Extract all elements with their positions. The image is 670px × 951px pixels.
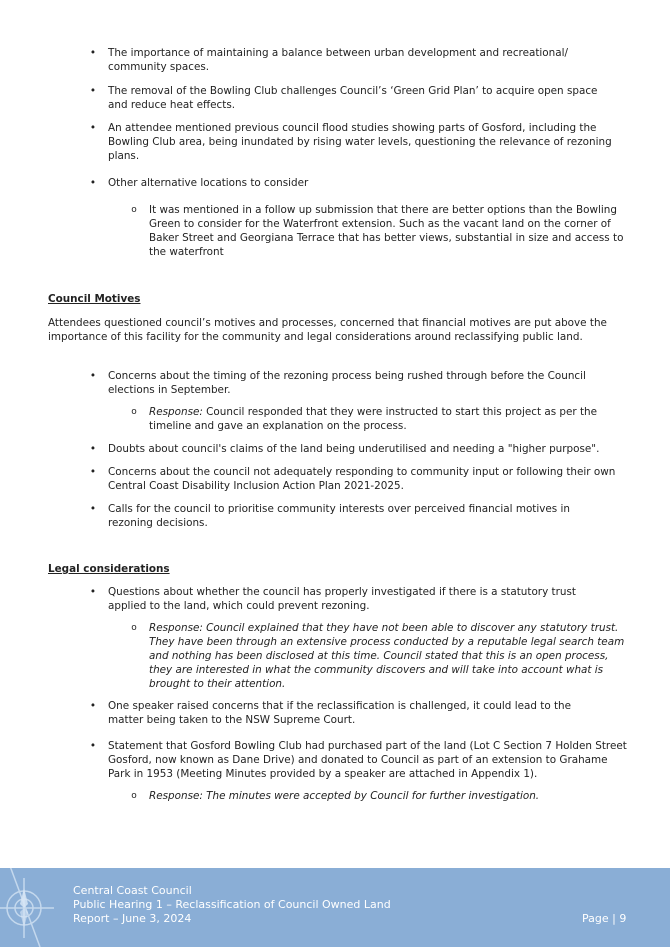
bullet-marker: • bbox=[89, 122, 97, 134]
bullet-item bbox=[89, 739, 628, 781]
bullet-item bbox=[89, 84, 608, 112]
bullet-item bbox=[89, 585, 608, 613]
response-text: Response: The minutes were accepted by Council for further investigation. bbox=[149, 790, 540, 802]
sub-bullet-marker: o bbox=[131, 791, 137, 801]
bullet-text: Doubts about council's claims of the land being underutilised and needing a "higher purpose". bbox=[108, 443, 600, 455]
bullet-item bbox=[89, 46, 628, 74]
sub-bullet-item bbox=[131, 405, 629, 433]
sub-bullet-marker: o bbox=[131, 623, 137, 633]
bullet-marker: • bbox=[89, 740, 97, 752]
bullet-text: Statement that Gosford Bowling Club had purchased part of the land (Lot C Section 7 Holden Street Gosford, now known as Dane Drive) and donated to Council as part of an extension to Grahame Park in 1953 (Meeting Minutes provided by a speaker are attached in Appendix 1). bbox=[108, 740, 627, 780]
bullet-marker: • bbox=[89, 370, 97, 382]
bullet-item bbox=[89, 121, 628, 163]
bullet-marker: • bbox=[89, 700, 97, 712]
bullet-text: The importance of maintaining a balance between urban development and recreational/ community spaces. bbox=[108, 47, 568, 73]
bullet-marker: • bbox=[89, 466, 97, 478]
bullet-text: Questions about whether the council has properly investigated if there is a statutory trust applied to the land, which could prevent rezoning. bbox=[108, 586, 576, 612]
bullet-text: The removal of the Bowling Club challenges Council’s ‘Green Grid Plan’ to acquire open space and reduce heat effects. bbox=[108, 85, 598, 111]
page-number: Page | 9 bbox=[582, 912, 627, 925]
sub-bullet-text: It was mentioned in a follow up submission that there are better options than the Bowling Green to consider for the Waterfront extension. Such as the vacant land on the corner of Baker Street and Georgiana Terrace that has better views, substantial in size and access to the waterfront bbox=[149, 204, 624, 258]
sub-bullet-marker: o bbox=[131, 407, 137, 417]
sub-bullet-item bbox=[131, 621, 629, 691]
bullet-item bbox=[89, 699, 608, 727]
bullet-text: Concerns about the timing of the rezoning process being rushed through before the Council elections in September. bbox=[108, 370, 586, 396]
response-text: Response: Council explained that they have not been able to discover any statutory trust. They have been through an extensive process conducted by a reputable legal search team and nothing has been disclosed at this time. Council stated that this is an open process, they are interested in what the community discovers and will take into account what is brought to their attention. bbox=[149, 622, 625, 690]
section-heading-legal-considerations: Legal considerations bbox=[48, 563, 170, 575]
sub-bullet-marker: o bbox=[131, 205, 137, 215]
bullet-item bbox=[89, 442, 638, 456]
bullet-item bbox=[89, 369, 628, 397]
bullet-item bbox=[89, 502, 608, 530]
bullet-text: An attendee mentioned previous council flood studies showing parts of Gosford, including the Bowling Club area, being inundated by rising water levels, questioning the relevance of rezoning plans. bbox=[108, 122, 612, 162]
bullet-marker: • bbox=[89, 443, 97, 455]
footer-organisation: Central Coast Council bbox=[73, 884, 192, 897]
sub-bullet-item bbox=[131, 789, 629, 803]
paragraph: Attendees questioned council’s motives and processes, concerned that financial motives are put above the importance of this facility for the community and legal considerations around reclassifying public land. bbox=[48, 317, 607, 343]
bullet-text: One speaker raised concerns that if the reclassification is challenged, it could lead to the matter being taken to the NSW Supreme Court. bbox=[108, 700, 572, 726]
bullet-marker: • bbox=[89, 47, 97, 59]
footer-report-date: Report – June 3, 2024 bbox=[73, 912, 192, 925]
bullet-marker: • bbox=[89, 586, 97, 598]
bullet-item bbox=[89, 176, 628, 190]
bullet-marker: • bbox=[89, 503, 97, 515]
bullet-marker: • bbox=[89, 177, 97, 189]
sub-bullet-item bbox=[131, 203, 629, 259]
footer-text bbox=[73, 884, 391, 926]
footer-document-title: Public Hearing 1 – Reclassification of Council Owned Land bbox=[73, 898, 391, 911]
section-heading-council-motives: Council Motives bbox=[48, 293, 141, 305]
response-label: Response: bbox=[149, 406, 203, 418]
compass-rose-icon bbox=[0, 868, 56, 947]
bullet-text: Calls for the council to prioritise community interests over perceived financial motives in rezoning decisions. bbox=[108, 503, 570, 529]
bullet-text: Concerns about the council not adequately responding to community input or following their own Central Coast Disability Inclusion Action Plan 2021-2025. bbox=[108, 466, 616, 492]
response-text: Council responded that they were instructed to start this project as per the timeline and gave an explanation on the process. bbox=[149, 406, 598, 432]
bullet-item bbox=[89, 465, 628, 493]
page-footer bbox=[0, 868, 670, 947]
bullet-text: Other alternative locations to consider bbox=[108, 177, 309, 189]
bullet-marker: • bbox=[89, 85, 97, 97]
